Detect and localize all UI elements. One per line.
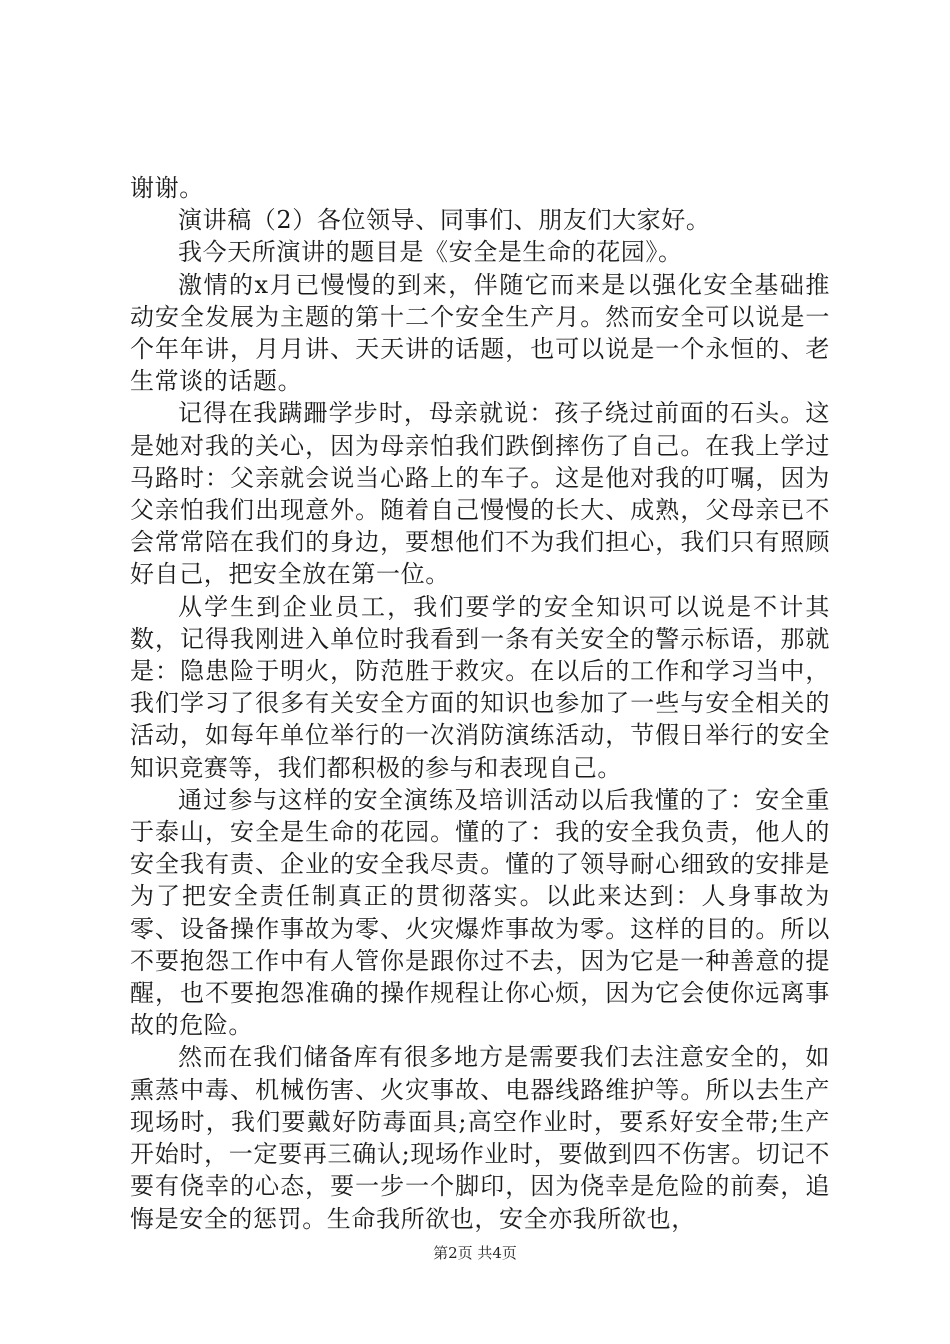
page-number-footer: 第2页 共4页 [433,1244,517,1262]
paragraph: 记得在我蹒跚学步时，母亲就说：孩子绕过前面的石头。这是她对我的关心，因为母亲怕我们跌倒摔伤了自己。在我上学过马路时：父亲就会说当心路上的车子。这是他对我的叮嘱，因为父亲怕我们出现意外。随着自己慢慢的长大、成熟，父母亲已不会常常陪在我们的身边，要想他们不为我们担心，我们只有照顾好自己，把安全放在第一位。 [130,399,830,589]
paragraph: 激情的x月已慢慢的到来，伴随它而来是以强化安全基础推动安全发展为主题的第十二个安全生产月。然而安全可以说是一个年年讲，月月讲、天天讲的话题，也可以说是一个永恒的、老生常谈的话题。 [130,270,830,396]
paragraph: 从学生到企业员工，我们要学的安全知识可以说是不计其数，记得我刚进入单位时我看到一条有关安全的警示标语，那就是：隐患险于明火，防范胜于救灾。在以后的工作和学习当中，我们学习了很多有关安全方面的知识也参加了一些与安全相关的活动，如每年单位举行的一次消防演练活动，节假日举行的安全知识竞赛等，我们都积极的参与和表现自己。 [130,592,830,782]
paragraph-speech-title: 演讲稿（2）各位领导、同事们、朋友们大家好。 [178,206,711,235]
document-body [130,172,830,1235]
paragraph-topic: 我今天所演讲的题目是《安全是生命的花园》。 [178,238,683,267]
paragraph-closing: 谢谢。 [130,174,204,202]
paragraph: 通过参与这样的安全演练及培训活动以后我懂的了：安全重于泰山，安全是生命的花园。懂的了：我的安全我负责，他人的安全我有责、企业的安全我尽责。懂的了领导耐心细致的安排是为了把安全责任制真正的贯彻落实。以此来达到：人身事故为零、设备操作事故为零、火灾爆炸事故为零。这样的目的。所以不要抱怨工作中有人管你是跟你过不去，因为它是一种善意的提醒，也不要抱怨准确的操作规程让你心烦，因为它会使你远离事故的危险。 [130,785,830,1040]
paragraph: 然而在我们储备库有很多地方是需要我们去注意安全的，如熏蒸中毒、机械伤害、火灾事故、电器线路维护等。所以去生产现场时，我们要戴好防毒面具;高空作业时，要系好安全带;生产开始时，一定要再三确认;现场作业时，要做到四不伤害。切记不要有侥幸的心态，要一步一个脚印，因为侥幸是危险的前奏，追悔是安全的惩罚。生命我所欲也，安全亦我所欲也， [130,1043,830,1233]
